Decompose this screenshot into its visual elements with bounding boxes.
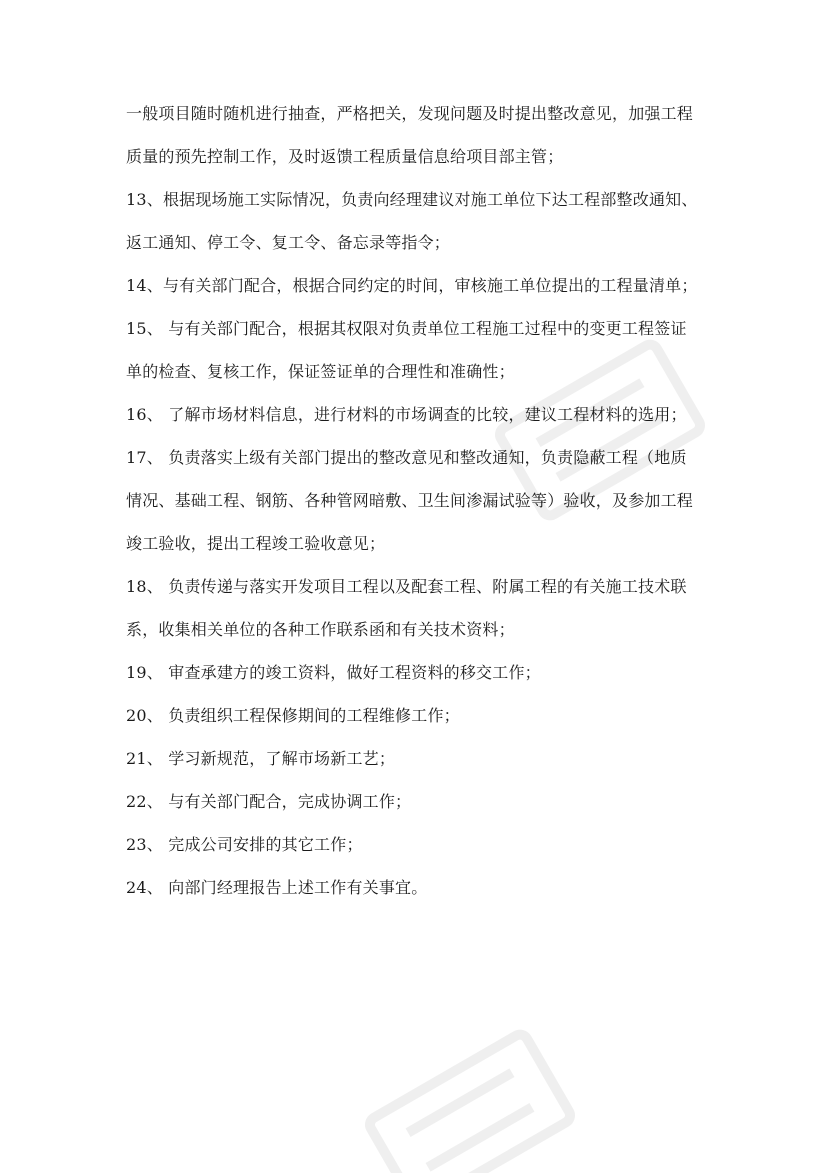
text-line: 17、 负责落实上级有关部门提出的整改意见和整改通知，负责隐蔽工程（地质	[126, 448, 687, 467]
text-line: 18、 负责传递与落实开发项目工程以及配套工程、附属工程的有关施工技术联	[126, 577, 687, 596]
text-line: 系，收集相关单位的各种工作联系函和有关技术资料；	[126, 620, 515, 639]
text-line: 19、 审查承建方的竣工资料，做好工程资料的移交工作；	[126, 663, 541, 682]
text-line: 14、与有关部门配合，根据合同约定的时间，审核施工单位提出的工程量清单；	[126, 276, 698, 295]
text-line: 16、 了解市场材料信息，进行材料的市场调查的比较，建议工程材料的选用；	[126, 405, 687, 424]
text-line: 20、 负责组织工程保修期间的工程维修工作；	[126, 706, 460, 725]
text-line: 22、 与有关部门配合，完成协调工作；	[126, 792, 412, 811]
text-line: 24、 向部门经理报告上述工作有关事宜。	[126, 878, 428, 897]
text-line: 质量的预先控制工作，及时返馈工程质量信息给项目部主管；	[126, 147, 564, 166]
text-line: 21、 学习新规范，了解市场新工艺；	[126, 749, 396, 768]
text-line: 一般项目随时随机进行抽查，严格把关，发现问题及时提出整改意见，加强工程	[126, 104, 694, 123]
text-line: 情况、基础工程、钢筋、各种管网暗敷、卫生间渗漏试验等）验收，及参加工程	[126, 491, 694, 510]
text-line: 15、 与有关部门配合，根据其权限对负责单位工程施工过程中的变更工程签证	[126, 319, 687, 338]
text-line: 23、 完成公司安排的其它工作；	[126, 835, 363, 854]
text-line: 13、根据现场施工实际情况，负责向经理建议对施工单位下达工程部整改通知、	[126, 190, 698, 209]
text-line: 竣工验收，提出工程竣工验收意见；	[126, 534, 386, 553]
text-line: 单的检查、复核工作，保证签证单的合理性和准确性；	[126, 362, 515, 381]
text-line: 返工通知、停工令、复工令、备忘录等指令；	[126, 233, 451, 252]
document-body	[126, 103, 716, 920]
